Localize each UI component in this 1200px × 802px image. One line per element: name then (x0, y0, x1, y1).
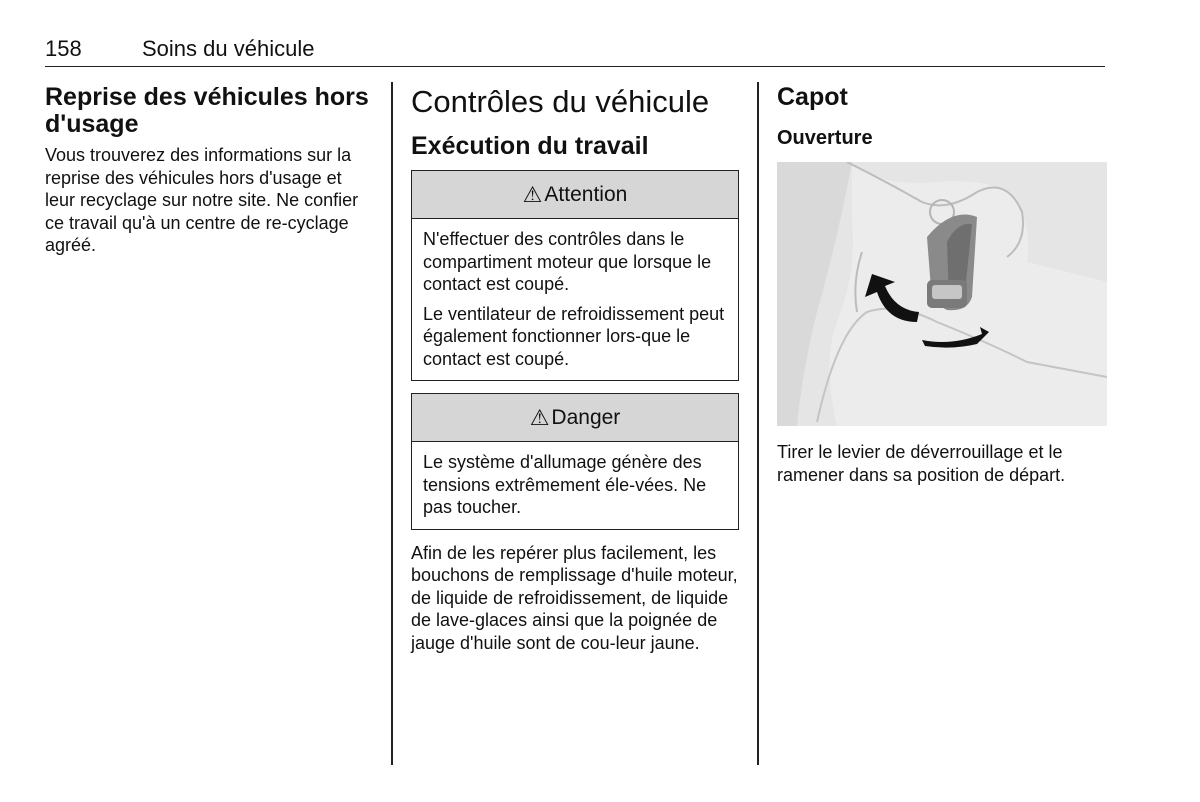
chapter-heading: Contrôles du véhicule (411, 84, 710, 119)
column-divider (391, 82, 393, 765)
attention-label: Attention (544, 182, 628, 206)
danger-label: Danger (551, 405, 621, 429)
danger-header (412, 394, 738, 442)
attention-text: N'effectuer des contrôles dans le compartiment moteur que lorsque le contact est coupé. (423, 229, 712, 294)
danger-text: Le système d'allumage génère des tensions extrêmement éle-vées. Ne pas toucher. (423, 452, 707, 517)
body-paragraph: Afin de les repérer plus facilement, les bouchons de remplissage d'huile moteur, de liquide de refroidissement, de liquide de lave-glaces ainsi que la poignée de jauge d'huile sont de cou-leur jaune. (411, 542, 738, 653)
subsection-heading: Ouverture (777, 127, 873, 149)
warning-triangle-icon: ⚠ (522, 181, 543, 207)
column-middle (411, 84, 739, 654)
column-left (45, 84, 375, 257)
attention-box (411, 170, 739, 381)
attention-header (412, 171, 738, 219)
column-right (777, 84, 1107, 486)
section-heading: Capot (777, 83, 848, 111)
section-heading: Reprise des véhicules hors d'usage (45, 83, 369, 138)
subsection-heading: Exécution du travail (411, 132, 649, 160)
section-title: Soins du véhicule (142, 36, 315, 61)
column-divider (757, 82, 759, 765)
attention-text: Le ventilateur de refroidissement peut également fonctionner lors-que le contact est coupé. (423, 303, 725, 369)
warning-triangle-icon: ⚠ (529, 404, 550, 430)
page-number: 158 (45, 36, 82, 61)
danger-box (411, 393, 739, 530)
hood-release-lever-illustration (777, 162, 1107, 426)
page-header (45, 36, 1105, 67)
illustration-caption: Tirer le levier de déverrouillage et le ramener dans sa position de départ. (777, 442, 1066, 485)
body-paragraph: Vous trouverez des informations sur la reprise des véhicules hors d'usage et leur recyclage sur notre site. Ne confier ce travail qu'à un centre de re-cyclage agréé. (45, 145, 359, 255)
